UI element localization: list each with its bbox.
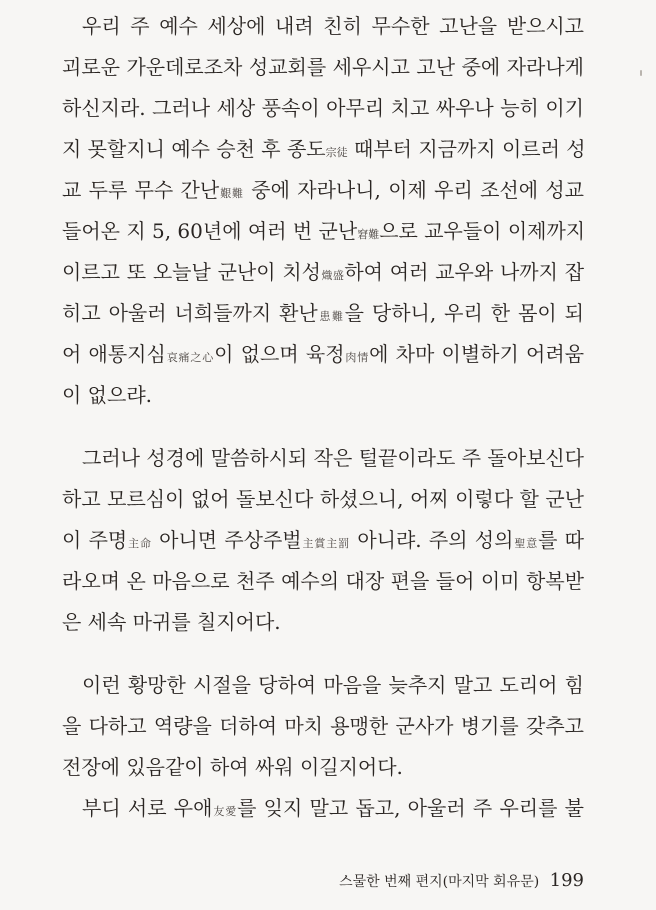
- page-number: 199: [549, 870, 584, 891]
- text-segment: 을 다하고 역량을 더하여 마치 용맹한 군사가 병기를 갖추고: [62, 714, 584, 738]
- text-segment: 하신지라. 그러나 세상 풍속이 아무리 치고 싸우나 능히 이기: [62, 96, 584, 120]
- text-segment: 우리 주 예수 세상에 내려 친히 무수한 고난을 받으시고: [82, 14, 584, 38]
- text-segment: 괴로운 가운데로조차 성교회를 세우시고 고난 중에 자라나게: [62, 55, 584, 79]
- text-segment: 때부터 지금까지 이르러 성: [347, 137, 586, 161]
- text-line: [62, 714, 584, 738]
- text-line: [62, 260, 584, 288]
- text-line: [82, 446, 584, 470]
- text-line: [62, 487, 584, 511]
- text-line: [82, 796, 584, 824]
- text-segment: 교 두루 무수 간난: [62, 178, 220, 202]
- text-segment: 은 세속 마귀를 칠지어다.: [62, 610, 281, 634]
- text-segment: 전장에 있음같이 하여 싸워 이길지어다.: [62, 755, 403, 779]
- text-segment: 아니면 주상주벌: [151, 528, 302, 552]
- text-segment: 이 없으랴.: [62, 383, 152, 407]
- text-line: [62, 755, 584, 779]
- text-segment: 지 못할지니 예수 승천 후 종도: [62, 137, 326, 161]
- text-segment: 부디 서로 우애: [82, 796, 213, 820]
- text-segment: 이 주명: [62, 528, 128, 552]
- text-line: [62, 610, 584, 634]
- text-segment: 어 애통지심: [62, 342, 166, 366]
- hanja-annotation: 哀痛之心: [165, 351, 215, 364]
- text-line: [62, 55, 584, 79]
- text-segment: 을 당하니, 우리 한 몸이 되: [344, 301, 584, 325]
- text-line: [62, 178, 584, 206]
- text-line: [62, 137, 584, 165]
- text-segment: 에 차마 이별하기 어려움: [369, 342, 585, 366]
- text-segment: 중에 자라나니, 이제 우리 조선에 성교: [244, 178, 584, 202]
- text-line: [62, 96, 584, 120]
- text-line: [62, 528, 584, 556]
- hanja-annotation: 艱難: [219, 187, 244, 200]
- text-segment: 하고 모르심이 없어 돌보신다 하셨으니, 어찌 이렇다 할 군난: [62, 487, 584, 511]
- hanja-annotation: 聖意: [513, 537, 539, 550]
- hanja-annotation: 主命: [127, 537, 152, 550]
- text-line: [62, 569, 584, 593]
- text-segment: 그러나 성경에 말씀하시되 작은 털끝이라도 주 돌아보신다: [82, 446, 584, 470]
- hanja-annotation: 患難: [317, 310, 345, 323]
- text-segment: 이런 황망한 시절을 당하여 마음을 늦추지 말고 도리어 힘: [82, 673, 584, 697]
- hanja-annotation: 肉情: [344, 351, 370, 364]
- hanja-annotation: 宗徒: [325, 146, 348, 159]
- text-segment: 를 잊지 말고 돕고, 아울러 주 우리를 불: [237, 796, 584, 820]
- text-segment: 하여 여러 교우와 나까지 잡: [344, 260, 585, 284]
- margin-mark: [640, 70, 642, 76]
- text-segment: 히고 아울러 너희들까지 환난: [62, 301, 318, 325]
- text-line: [62, 383, 584, 407]
- text-line: [62, 342, 584, 370]
- text-segment: 들어온 지 5, 60년에 여러 번 군난: [62, 219, 358, 243]
- text-segment: 라오며 온 마음으로 천주 예수의 대장 편을 들어 이미 항복받: [62, 569, 584, 593]
- text-segment: 아니랴. 주의 성의: [350, 528, 514, 552]
- text-line: [82, 14, 584, 38]
- text-segment: 이르고 또 오늘날 군난이 치성: [62, 260, 322, 284]
- text-line: [62, 219, 584, 247]
- text-segment: 이 없으며 육정: [214, 342, 345, 366]
- hanja-annotation: 熾盛: [321, 269, 345, 282]
- text-line: [62, 301, 584, 329]
- text-line: [82, 673, 584, 697]
- hanja-annotation: 主賞主罰: [301, 537, 351, 550]
- running-title: 스물한 번째 편지(마지막 회유문): [339, 874, 540, 890]
- text-segment: 를 따: [538, 528, 584, 552]
- text-segment: 으로 교우들이 이제까지: [379, 219, 586, 243]
- hanja-annotation: 友愛: [212, 805, 238, 818]
- hanja-annotation: 窘難: [357, 228, 380, 241]
- page-footer: [339, 870, 584, 891]
